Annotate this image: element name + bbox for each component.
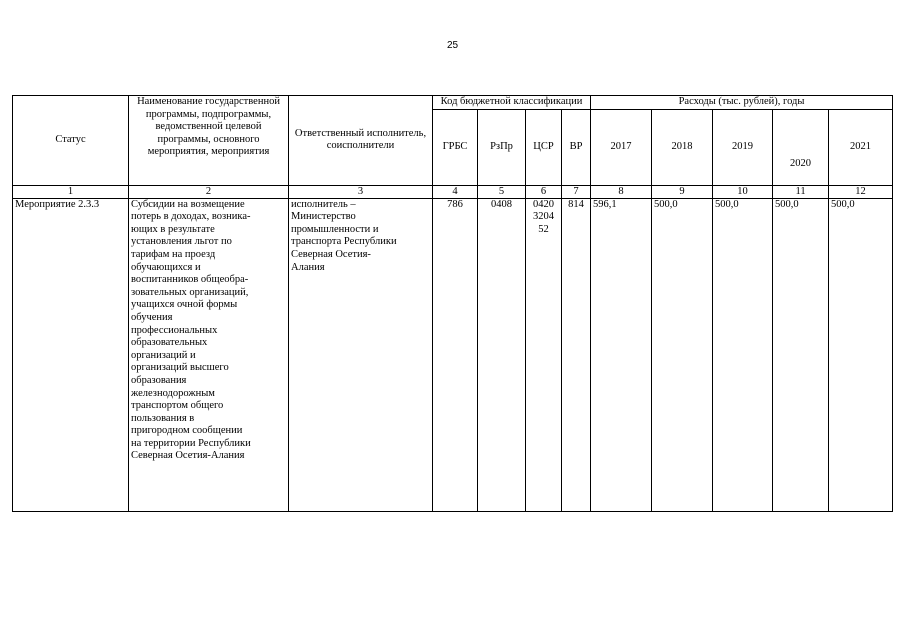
- page-number: 25: [446, 40, 459, 51]
- header-budget-code-group: Код бюджетной классификации: [433, 96, 591, 110]
- row-csr: 0420 3204 52: [526, 198, 562, 511]
- header-status: Статус: [13, 96, 129, 186]
- column-number: 6: [526, 185, 562, 198]
- header-row-top: [13, 96, 893, 110]
- row-name: Субсидии на возмещение потерь в доходах, возника- ющих в результате установления льгот по тарифам на проезд обучающихся и воспитанников общеобра- зовательных организаций, учащихся очной формы обучения профессиональных образовательных организаций и организаций высшего образования железнодорожным транспортом общего пользования в пригородном сообщении на территории Республики Северная Осетия-Алания: [129, 198, 289, 511]
- row-rzpr: 0408: [478, 198, 526, 511]
- column-number-row: [13, 185, 893, 198]
- column-number: 10: [713, 185, 773, 198]
- row-responsible: исполнитель – Министерство промышленности и транспорта Республики Северная Осетия- Алания: [289, 198, 433, 511]
- header-vr: ВР: [562, 109, 591, 185]
- column-number: 12: [829, 185, 893, 198]
- column-number: 8: [591, 185, 652, 198]
- header-year-2020: 2020: [773, 109, 829, 185]
- row-vr: 814: [562, 198, 591, 511]
- header-csr: ЦСР: [526, 109, 562, 185]
- column-number: 2: [129, 185, 289, 198]
- header-year-2018: 2018: [652, 109, 713, 185]
- column-number: 11: [773, 185, 829, 198]
- column-number: 7: [562, 185, 591, 198]
- table-row: [13, 198, 893, 511]
- budget-table: [12, 95, 893, 512]
- header-year-2019: 2019: [713, 109, 773, 185]
- row-grbs: 786: [433, 198, 478, 511]
- header-responsible: Ответственный исполнитель, соисполнители: [289, 96, 433, 186]
- row-year-2017: 596,1: [591, 198, 652, 511]
- row-year-2020: 500,0: [773, 198, 829, 511]
- row-status: Мероприятие 2.3.3: [13, 198, 129, 511]
- column-number: 9: [652, 185, 713, 198]
- column-number: 5: [478, 185, 526, 198]
- column-number: 4: [433, 185, 478, 198]
- header-grbs: ГРБС: [433, 109, 478, 185]
- header-year-2017: 2017: [591, 109, 652, 185]
- header-expenses-group: Расходы (тыс. рублей), годы: [591, 96, 893, 110]
- row-year-2019: 500,0: [713, 198, 773, 511]
- row-year-2018: 500,0: [652, 198, 713, 511]
- header-year-2021: 2021: [829, 109, 893, 185]
- column-number: 1: [13, 185, 129, 198]
- header-name: Наименование государственной программы, подпрограммы, ведомственной целевой программы, основного мероприятия, мероприятия: [129, 96, 289, 186]
- row-year-2021: 500,0: [829, 198, 893, 511]
- header-rzpr: РзПр: [478, 109, 526, 185]
- column-number: 3: [289, 185, 433, 198]
